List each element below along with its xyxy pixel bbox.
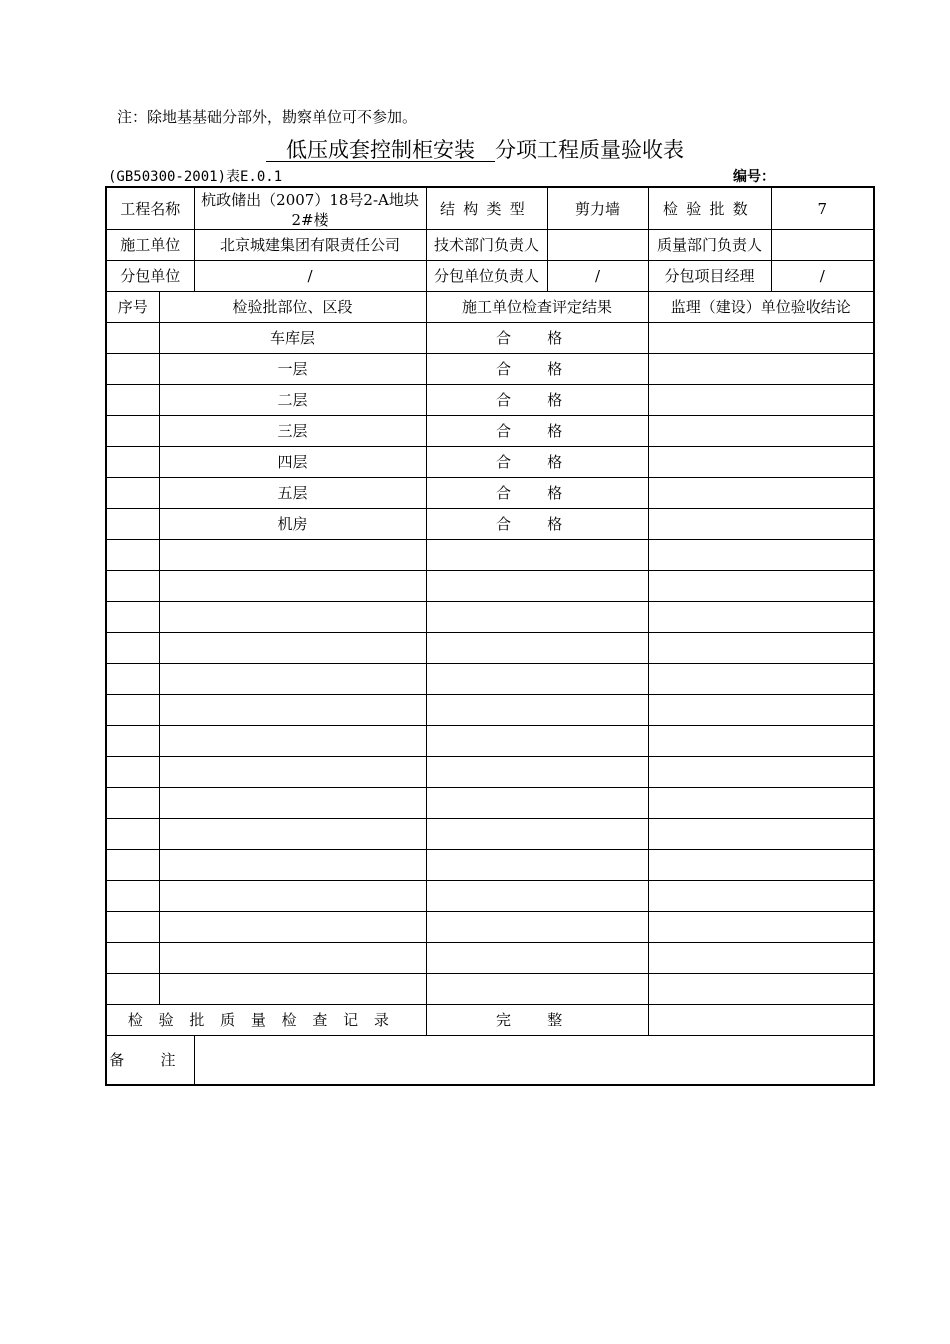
table-row — [106, 974, 874, 1005]
project-name-label: 工程名称 — [106, 187, 194, 230]
row-column-headers — [106, 292, 874, 323]
row-construction-result[interactable]: 合 格 — [426, 385, 648, 416]
column-header-supervision-result: 监理（建设）单位验收结论 — [648, 292, 874, 323]
row-location[interactable] — [159, 540, 426, 571]
row-location[interactable] — [159, 881, 426, 912]
quality-record-label: 检验批质量检查记录 — [106, 1005, 426, 1036]
row-supervision-conclusion[interactable] — [648, 695, 874, 726]
row-construction-result[interactable] — [426, 602, 648, 633]
row-location[interactable]: 三层 — [159, 416, 426, 447]
column-header-seq: 序号 — [106, 292, 159, 323]
row-seq[interactable] — [106, 633, 159, 664]
table-row — [106, 881, 874, 912]
row-construction-result[interactable] — [426, 726, 648, 757]
table-row — [106, 416, 874, 447]
row-construction-result[interactable]: 合 格 — [426, 416, 648, 447]
row-construction-result[interactable]: 合 格 — [426, 323, 648, 354]
row-location[interactable]: 车库层 — [159, 323, 426, 354]
column-header-construction-result: 施工单位检查评定结果 — [426, 292, 648, 323]
row-supervision-conclusion[interactable] — [648, 602, 874, 633]
row-location[interactable] — [159, 695, 426, 726]
table-row — [106, 850, 874, 881]
row-project-info — [106, 187, 874, 230]
row-construction-unit — [106, 230, 874, 261]
sub-manager-label: 分包单位负责人 — [426, 261, 547, 292]
tech-manager-label: 技术部门负责人 — [426, 230, 547, 261]
row-seq[interactable] — [106, 850, 159, 881]
quality-manager-value[interactable] — [771, 230, 874, 261]
row-supervision-conclusion[interactable] — [648, 943, 874, 974]
quality-manager-label: 质量部门负责人 — [648, 230, 771, 261]
batch-count-value[interactable]: 7 — [771, 187, 874, 230]
table-row — [106, 664, 874, 695]
row-location[interactable] — [159, 726, 426, 757]
row-supervision-conclusion[interactable] — [648, 726, 874, 757]
row-construction-result[interactable] — [426, 571, 648, 602]
table-row — [106, 943, 874, 974]
row-seq[interactable] — [106, 974, 159, 1005]
table-row — [106, 602, 874, 633]
row-subcontractor — [106, 261, 874, 292]
row-supervision-conclusion[interactable] — [648, 757, 874, 788]
row-location[interactable] — [159, 943, 426, 974]
row-construction-result[interactable] — [426, 850, 648, 881]
table-row — [106, 354, 874, 385]
row-location[interactable] — [159, 602, 426, 633]
number-label: 编号： — [733, 169, 775, 185]
row-quality-record — [106, 1005, 874, 1036]
row-construction-result[interactable] — [426, 881, 648, 912]
row-location[interactable] — [159, 633, 426, 664]
row-location[interactable] — [159, 664, 426, 695]
construction-unit-value[interactable]: 北京城建集团有限责任公司 — [194, 230, 426, 261]
row-seq[interactable] — [106, 757, 159, 788]
table-row — [106, 385, 874, 416]
table-row — [106, 478, 874, 509]
row-seq[interactable] — [106, 695, 159, 726]
row-construction-result[interactable] — [426, 540, 648, 571]
table-row — [106, 540, 874, 571]
table-row — [106, 757, 874, 788]
row-location[interactable]: 五层 — [159, 478, 426, 509]
sub-project-manager-value[interactable]: / — [771, 261, 874, 292]
row-seq[interactable] — [106, 788, 159, 819]
row-seq[interactable] — [106, 819, 159, 850]
row-construction-result[interactable]: 合 格 — [426, 354, 648, 385]
tech-manager-value[interactable] — [547, 230, 648, 261]
row-construction-result[interactable] — [426, 757, 648, 788]
row-seq[interactable] — [106, 912, 159, 943]
form-note: 注：除地基基础分部外，勘察单位可不参加。 — [117, 108, 418, 126]
page-title — [0, 134, 950, 164]
table-row — [106, 788, 874, 819]
row-construction-result[interactable] — [426, 664, 648, 695]
remarks-value[interactable] — [194, 1036, 874, 1086]
row-seq[interactable] — [106, 416, 159, 447]
row-supervision-conclusion[interactable] — [648, 323, 874, 354]
title-item-name: 低压成套控制柜安装 — [265, 138, 496, 162]
row-seq[interactable] — [106, 509, 159, 540]
row-location[interactable]: 二层 — [159, 385, 426, 416]
row-supervision-conclusion[interactable] — [648, 540, 874, 571]
row-location[interactable] — [159, 974, 426, 1005]
row-location[interactable] — [159, 850, 426, 881]
structure-type-value[interactable]: 剪力墙 — [547, 187, 648, 230]
row-location[interactable]: 四层 — [159, 447, 426, 478]
row-construction-result[interactable] — [426, 974, 648, 1005]
sub-project-manager-label: 分包项目经理 — [648, 261, 771, 292]
table-row — [106, 571, 874, 602]
row-seq[interactable] — [106, 323, 159, 354]
row-supervision-conclusion[interactable] — [648, 633, 874, 664]
row-remarks — [106, 1036, 874, 1086]
table-row — [106, 633, 874, 664]
construction-unit-label: 施工单位 — [106, 230, 194, 261]
project-name-value: 杭政储出（2007）18号2-A地块 2#楼 — [201, 191, 419, 229]
row-location[interactable] — [159, 757, 426, 788]
standard-reference: (GB50300-2001)表E.0.1 — [108, 169, 283, 185]
row-construction-result[interactable]: 合 格 — [426, 478, 648, 509]
table-row — [106, 323, 874, 354]
row-construction-result[interactable] — [426, 695, 648, 726]
acceptance-table — [105, 186, 875, 1086]
table-row — [106, 819, 874, 850]
row-seq[interactable] — [106, 881, 159, 912]
row-supervision-conclusion[interactable] — [648, 850, 874, 881]
row-supervision-conclusion[interactable] — [648, 416, 874, 447]
row-seq[interactable] — [106, 571, 159, 602]
table-row — [106, 695, 874, 726]
row-construction-result[interactable] — [426, 819, 648, 850]
table-row — [106, 509, 874, 540]
row-supervision-conclusion[interactable] — [648, 819, 874, 850]
row-supervision-conclusion[interactable] — [648, 509, 874, 540]
row-supervision-conclusion[interactable] — [648, 974, 874, 1005]
remarks-label: 备 注 — [106, 1036, 194, 1086]
row-seq[interactable] — [106, 943, 159, 974]
row-location[interactable]: 一层 — [159, 354, 426, 385]
row-supervision-conclusion[interactable] — [648, 912, 874, 943]
row-seq[interactable] — [106, 540, 159, 571]
row-construction-result[interactable] — [426, 912, 648, 943]
row-location[interactable] — [159, 819, 426, 850]
row-supervision-conclusion[interactable] — [648, 447, 874, 478]
subcontractor-label: 分包单位 — [106, 261, 194, 292]
row-construction-result[interactable]: 合 格 — [426, 509, 648, 540]
subcontractor-value[interactable]: / — [194, 261, 426, 292]
row-supervision-conclusion[interactable] — [648, 881, 874, 912]
row-location[interactable] — [159, 788, 426, 819]
row-location[interactable] — [159, 912, 426, 943]
row-construction-result[interactable] — [426, 633, 648, 664]
title-suffix: 分项工程质量验收表 — [495, 138, 685, 162]
row-supervision-conclusion[interactable] — [648, 788, 874, 819]
sub-manager-value[interactable]: / — [547, 261, 648, 292]
column-header-location: 检验批部位、区段 — [159, 292, 426, 323]
row-construction-result[interactable]: 合 格 — [426, 447, 648, 478]
structure-type-label: 结构类型 — [426, 187, 547, 230]
table-row — [106, 912, 874, 943]
row-location[interactable]: 机房 — [159, 509, 426, 540]
row-seq[interactable] — [106, 478, 159, 509]
row-supervision-conclusion[interactable] — [648, 354, 874, 385]
batch-count-label: 检验批数 — [648, 187, 771, 230]
row-supervision-conclusion[interactable] — [648, 571, 874, 602]
row-seq[interactable] — [106, 726, 159, 757]
quality-record-conclusion[interactable] — [648, 1005, 874, 1036]
row-seq[interactable] — [106, 385, 159, 416]
row-seq[interactable] — [106, 354, 159, 385]
row-seq[interactable] — [106, 447, 159, 478]
row-location[interactable] — [159, 571, 426, 602]
row-supervision-conclusion[interactable] — [648, 478, 874, 509]
quality-record-value[interactable]: 完 整 — [426, 1005, 648, 1036]
row-supervision-conclusion[interactable] — [648, 385, 874, 416]
table-row — [106, 726, 874, 757]
project-name-cell[interactable] — [194, 187, 426, 230]
row-seq[interactable] — [106, 664, 159, 695]
row-seq[interactable] — [106, 602, 159, 633]
row-supervision-conclusion[interactable] — [648, 664, 874, 695]
table-row — [106, 447, 874, 478]
row-construction-result[interactable] — [426, 943, 648, 974]
row-construction-result[interactable] — [426, 788, 648, 819]
